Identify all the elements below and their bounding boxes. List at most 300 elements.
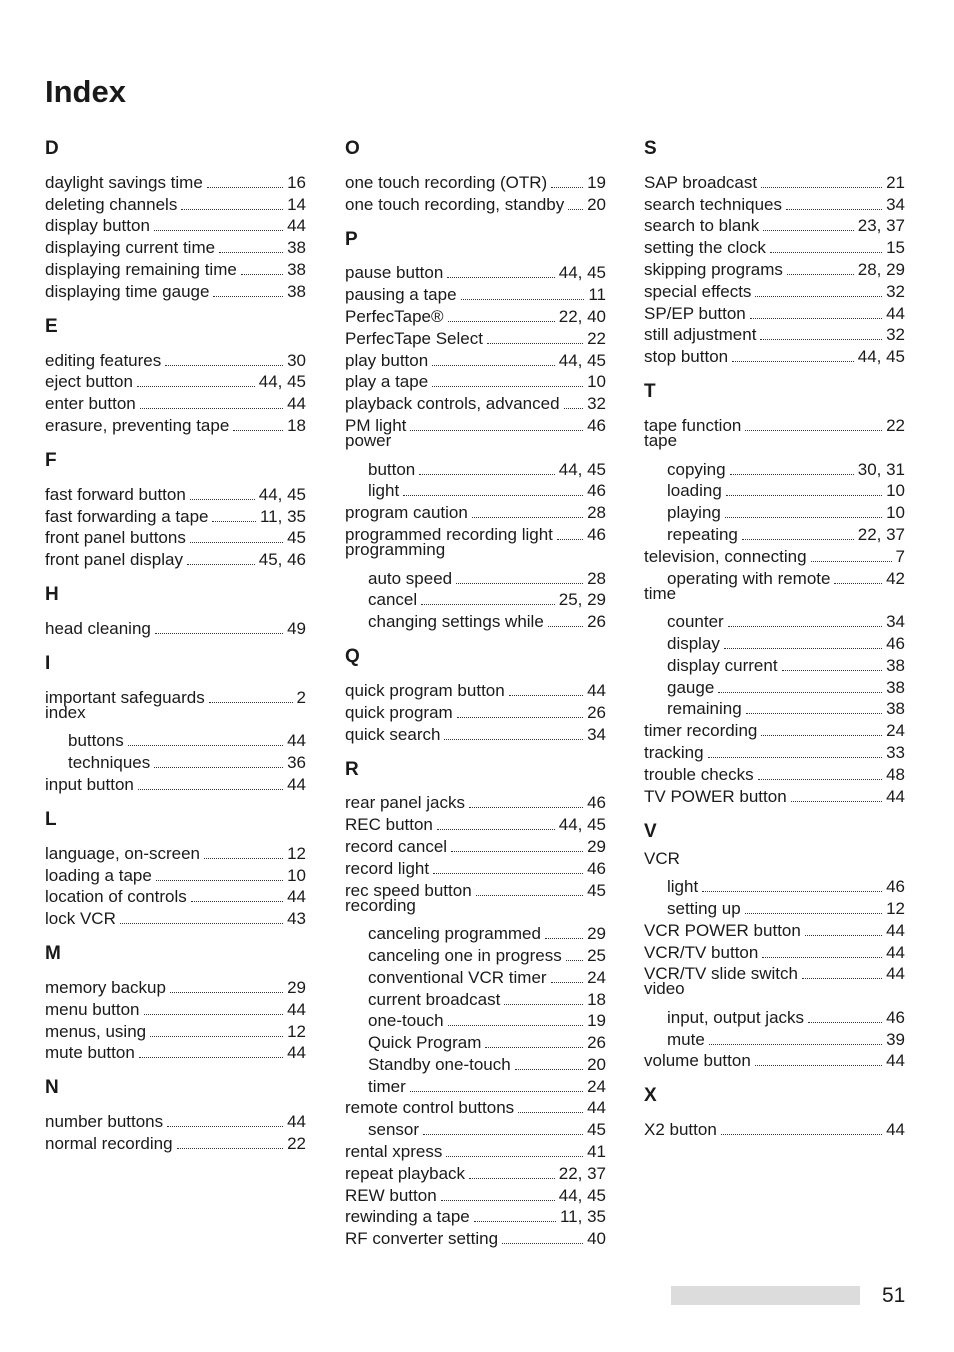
dot-leader bbox=[763, 209, 853, 232]
dot-leader bbox=[421, 583, 555, 606]
entry-pages: 19 bbox=[587, 1011, 606, 1031]
entry-pages: 44 bbox=[287, 999, 306, 1019]
entry-term: daylight savings time bbox=[45, 172, 203, 192]
entry-pages: 39 bbox=[886, 1029, 905, 1049]
dot-leader bbox=[474, 1200, 556, 1223]
entry-pages: 25, 29 bbox=[558, 590, 606, 610]
dot-leader bbox=[808, 1000, 882, 1023]
dot-leader bbox=[437, 807, 555, 830]
index-subentry bbox=[644, 869, 905, 897]
entry-pages: 32 bbox=[587, 394, 606, 414]
entry-pages: 28, 29 bbox=[857, 259, 905, 279]
entry-pages: 28 bbox=[587, 503, 606, 523]
dot-leader bbox=[509, 673, 583, 696]
dot-leader bbox=[170, 970, 283, 993]
entry-term: power bbox=[345, 430, 392, 450]
entry-term: display bbox=[667, 633, 720, 653]
entry-term: important safeguards bbox=[45, 687, 205, 707]
index-column-2 bbox=[345, 138, 606, 1263]
entry-term: playback controls, advanced bbox=[345, 394, 560, 414]
section-letter: L bbox=[45, 808, 57, 830]
dot-leader bbox=[770, 230, 882, 253]
entry-pages: 38 bbox=[886, 655, 905, 675]
index-entry bbox=[45, 1104, 306, 1132]
index-section bbox=[644, 1085, 905, 1140]
entry-term: eject button bbox=[45, 372, 133, 392]
entry-term: front panel display bbox=[45, 550, 183, 570]
index-entry bbox=[345, 256, 606, 283]
entry-term: Standby one-touch bbox=[368, 1054, 511, 1074]
entry-term: location of controls bbox=[45, 887, 187, 907]
dot-leader bbox=[140, 386, 283, 409]
dot-leader bbox=[811, 539, 892, 562]
entry-term: PerfecTape Select bbox=[345, 328, 483, 348]
index-section bbox=[644, 138, 905, 367]
entry-pages: 20 bbox=[587, 194, 606, 214]
index-entry bbox=[45, 165, 306, 192]
index-entry bbox=[45, 477, 306, 504]
dot-leader bbox=[209, 680, 293, 703]
entry-pages: 21 bbox=[886, 172, 905, 192]
entry-pages: 44 bbox=[886, 964, 905, 984]
entry-term: canceling one in progress bbox=[368, 945, 562, 965]
dot-leader bbox=[432, 365, 583, 388]
entry-term: remaining bbox=[667, 699, 742, 719]
entry-term: gauge bbox=[667, 677, 715, 697]
entry-pages: 46 bbox=[886, 1007, 905, 1027]
section-letter: M bbox=[45, 943, 61, 965]
entry-term: timer recording bbox=[644, 721, 758, 741]
entry-pages: 18 bbox=[587, 989, 606, 1009]
entry-pages: 22 bbox=[287, 1133, 306, 1153]
entry-term: tape bbox=[644, 430, 678, 450]
dot-leader bbox=[502, 1221, 583, 1244]
dot-leader bbox=[802, 957, 882, 980]
dot-leader bbox=[742, 517, 854, 540]
dot-leader bbox=[419, 452, 554, 475]
entry-pages: 32 bbox=[886, 325, 905, 345]
entry-pages: 11 bbox=[588, 285, 606, 305]
entry-term: VCR/TV slide switch bbox=[644, 964, 798, 984]
dot-leader bbox=[566, 938, 583, 961]
index-section bbox=[45, 1077, 306, 1153]
entry-pages: 10 bbox=[886, 481, 905, 501]
section-letter: F bbox=[45, 449, 57, 471]
entry-term: timer bbox=[368, 1076, 406, 1096]
entry-term: rear panel jacks bbox=[345, 793, 466, 813]
entry-term: loading a tape bbox=[45, 865, 152, 885]
index-entry bbox=[644, 848, 905, 870]
dot-leader bbox=[190, 521, 283, 544]
entry-pages: 10 bbox=[886, 503, 905, 523]
entry-term: stop button bbox=[644, 347, 729, 367]
entry-pages: 42 bbox=[886, 568, 905, 588]
index-section bbox=[45, 138, 306, 301]
entry-term: front panel buttons bbox=[45, 528, 186, 548]
section-letter: H bbox=[45, 584, 59, 606]
entry-pages: 41 bbox=[587, 1142, 606, 1162]
entry-pages: 24 bbox=[587, 967, 606, 987]
index-section bbox=[45, 808, 306, 929]
entry-term: VCR POWER button bbox=[644, 920, 801, 940]
dot-leader bbox=[762, 935, 882, 958]
entry-pages: 24 bbox=[587, 1076, 606, 1096]
entry-term: mute button bbox=[45, 1043, 135, 1063]
entry-term: input button bbox=[45, 774, 134, 794]
dot-leader bbox=[782, 648, 883, 671]
entry-term: skipping programs bbox=[644, 259, 783, 279]
entry-term: tape function bbox=[644, 415, 742, 435]
entry-term: memory backup bbox=[45, 977, 166, 997]
entry-term: play button bbox=[345, 350, 429, 370]
entry-term: setting the clock bbox=[644, 238, 766, 258]
entry-pages: 34 bbox=[886, 612, 905, 632]
section-letter: O bbox=[345, 138, 360, 159]
dot-leader bbox=[487, 321, 583, 344]
entry-pages: 22, 40 bbox=[558, 306, 606, 326]
entry-pages: 14 bbox=[287, 194, 306, 214]
dot-leader bbox=[755, 1044, 882, 1067]
dot-leader bbox=[155, 611, 283, 634]
entry-pages: 44 bbox=[287, 1043, 306, 1063]
entry-term: number buttons bbox=[45, 1112, 164, 1132]
entry-pages: 23, 37 bbox=[857, 216, 905, 236]
dot-leader bbox=[557, 517, 583, 540]
index-entry bbox=[45, 680, 306, 707]
entry-pages: 45 bbox=[587, 1120, 606, 1140]
index-entry bbox=[345, 673, 606, 700]
footer-bar bbox=[671, 1286, 860, 1305]
entry-term: normal recording bbox=[45, 1133, 173, 1153]
entry-term: search techniques bbox=[644, 194, 782, 214]
dot-leader bbox=[551, 165, 583, 188]
dot-leader bbox=[791, 779, 882, 802]
dot-leader bbox=[568, 187, 583, 210]
dot-leader bbox=[702, 869, 882, 892]
entry-term: displaying remaining time bbox=[45, 259, 237, 279]
entry-pages: 44, 45 bbox=[558, 350, 606, 370]
index-entry bbox=[345, 895, 606, 917]
dot-leader bbox=[834, 561, 882, 584]
entry-term: quick program bbox=[345, 702, 453, 722]
dot-leader bbox=[518, 1091, 583, 1114]
dot-leader bbox=[128, 724, 283, 747]
entry-term: editing features bbox=[45, 350, 162, 370]
dot-leader bbox=[448, 299, 555, 322]
entry-term: lock VCR bbox=[45, 909, 116, 929]
dot-leader bbox=[403, 474, 583, 497]
entry-pages: 44 bbox=[287, 731, 306, 751]
entry-term: search to blank bbox=[644, 216, 760, 236]
entry-term: display button bbox=[45, 216, 150, 236]
dot-leader bbox=[805, 913, 882, 936]
dot-leader bbox=[745, 891, 882, 914]
entry-term: pausing a tape bbox=[345, 285, 457, 305]
index-subentry bbox=[644, 1000, 905, 1027]
dot-leader bbox=[137, 365, 255, 388]
entry-term: record cancel bbox=[345, 836, 448, 856]
entry-term: techniques bbox=[68, 753, 151, 773]
entry-term: enter button bbox=[45, 394, 136, 414]
entry-pages: 44 bbox=[886, 1120, 905, 1140]
dot-leader bbox=[447, 256, 554, 279]
index-entry bbox=[45, 836, 306, 863]
entry-term: quick program button bbox=[345, 680, 505, 700]
entry-pages: 44, 45 bbox=[558, 263, 606, 283]
entry-term: X2 button bbox=[644, 1120, 717, 1140]
entry-pages: 36 bbox=[287, 753, 306, 773]
entry-term: one-touch bbox=[368, 1011, 444, 1031]
entry-pages: 44, 45 bbox=[258, 372, 306, 392]
entry-pages: 38 bbox=[287, 281, 306, 301]
entry-term: displaying time gauge bbox=[45, 281, 210, 301]
entry-pages: 12 bbox=[287, 1021, 306, 1041]
index-section bbox=[345, 228, 606, 632]
entry-pages: 44 bbox=[287, 216, 306, 236]
index-section bbox=[345, 138, 606, 214]
dot-leader bbox=[190, 477, 255, 500]
entry-pages: 45 bbox=[287, 528, 306, 548]
entry-pages: 44 bbox=[287, 887, 306, 907]
entry-pages: 34 bbox=[587, 724, 606, 744]
index-entry bbox=[45, 611, 306, 638]
entry-pages: 44 bbox=[287, 1112, 306, 1132]
entry-pages: 38 bbox=[287, 238, 306, 258]
entry-pages: 44 bbox=[587, 1098, 606, 1118]
entry-term: language, on-screen bbox=[45, 843, 201, 863]
entry-term: loading bbox=[667, 481, 722, 501]
index-column-1 bbox=[45, 138, 306, 1168]
entry-pages: 44 bbox=[886, 786, 905, 806]
entry-pages: 33 bbox=[886, 742, 905, 762]
dot-leader bbox=[728, 604, 882, 627]
index-section bbox=[45, 449, 306, 570]
entry-pages: 38 bbox=[886, 677, 905, 697]
index-subentry bbox=[644, 452, 905, 479]
dot-leader bbox=[485, 1025, 583, 1048]
entry-pages: 29 bbox=[587, 924, 606, 944]
entry-term: still adjustment bbox=[644, 325, 757, 345]
entry-pages: 44 bbox=[886, 303, 905, 323]
entry-pages: 44 bbox=[287, 394, 306, 414]
entry-pages: 24 bbox=[886, 721, 905, 741]
entry-term: REW button bbox=[345, 1185, 437, 1205]
section-letter: T bbox=[644, 381, 656, 403]
entry-pages: 34 bbox=[886, 194, 905, 214]
dot-leader bbox=[457, 695, 583, 718]
entry-term: conventional VCR timer bbox=[368, 967, 547, 987]
index-subentry bbox=[45, 724, 306, 751]
entry-term: programmed recording light bbox=[345, 524, 553, 544]
entry-term: remote control buttons bbox=[345, 1098, 515, 1118]
entry-term: Quick Program bbox=[368, 1033, 482, 1053]
dot-leader bbox=[432, 343, 555, 366]
index-entry bbox=[644, 1112, 905, 1140]
dot-leader bbox=[213, 274, 283, 297]
entry-term: time bbox=[644, 583, 677, 603]
entry-term: one touch recording (OTR) bbox=[345, 172, 548, 192]
dot-leader bbox=[165, 343, 283, 366]
dot-leader bbox=[721, 1112, 882, 1135]
index-entry bbox=[644, 165, 905, 192]
index-entry bbox=[644, 408, 905, 435]
dot-leader bbox=[545, 916, 583, 939]
entry-term: display current bbox=[667, 655, 778, 675]
entry-pages: 44 bbox=[886, 920, 905, 940]
entry-pages: 46 bbox=[886, 877, 905, 897]
entry-pages: 20 bbox=[587, 1054, 606, 1074]
entry-term: TV POWER button bbox=[644, 786, 787, 806]
section-letter: X bbox=[644, 1085, 657, 1107]
entry-term: counter bbox=[667, 612, 724, 632]
dot-leader bbox=[725, 495, 882, 518]
entry-pages: 46 bbox=[587, 415, 606, 435]
entry-term: buttons bbox=[68, 731, 124, 751]
dot-leader bbox=[472, 495, 583, 518]
dot-leader bbox=[177, 1126, 284, 1149]
page-number: 51 bbox=[882, 1284, 906, 1307]
index-section bbox=[45, 652, 306, 794]
dot-leader bbox=[476, 873, 583, 896]
entry-pages: 38 bbox=[886, 699, 905, 719]
entry-pages: 22 bbox=[886, 415, 905, 435]
dot-leader bbox=[154, 209, 283, 232]
entry-pages: 30, 31 bbox=[857, 459, 905, 479]
dot-leader bbox=[433, 851, 583, 874]
entry-term: VCR bbox=[644, 848, 680, 868]
dot-leader bbox=[456, 561, 583, 584]
entry-pages: 32 bbox=[886, 281, 905, 301]
index-entry bbox=[345, 165, 606, 192]
entry-term: operating with remote bbox=[667, 568, 831, 588]
entry-term: index bbox=[45, 702, 86, 722]
entry-pages: 46 bbox=[587, 524, 606, 544]
dot-leader bbox=[207, 165, 283, 188]
entry-term: menu button bbox=[45, 999, 140, 1019]
entry-pages: 11, 35 bbox=[259, 506, 306, 526]
index-section bbox=[345, 646, 606, 744]
entry-pages: 22, 37 bbox=[558, 1163, 606, 1183]
dot-leader bbox=[144, 992, 284, 1015]
entry-pages: 26 bbox=[587, 1033, 606, 1053]
entry-term: light bbox=[368, 481, 400, 501]
entry-pages: 46 bbox=[587, 481, 606, 501]
entry-term: canceling programmed bbox=[368, 924, 541, 944]
entry-term: sensor bbox=[368, 1120, 420, 1140]
entry-term: quick search bbox=[345, 724, 441, 744]
dot-leader bbox=[441, 1178, 555, 1201]
entry-pages: 19 bbox=[587, 172, 606, 192]
dot-leader bbox=[423, 1112, 583, 1135]
entry-term: programming bbox=[345, 539, 446, 559]
entry-pages: 48 bbox=[886, 764, 905, 784]
entry-pages: 26 bbox=[587, 702, 606, 722]
entry-term: PM light bbox=[345, 415, 407, 435]
entry-term: VCR/TV button bbox=[644, 942, 759, 962]
entry-pages: 29 bbox=[587, 836, 606, 856]
dot-leader bbox=[761, 165, 882, 188]
index-section bbox=[644, 820, 905, 1071]
dot-leader bbox=[120, 901, 283, 924]
index-column-3 bbox=[644, 138, 905, 1154]
dot-leader bbox=[212, 499, 256, 522]
entry-term: displaying current time bbox=[45, 238, 216, 258]
dot-leader bbox=[241, 252, 283, 275]
dot-leader bbox=[548, 604, 583, 627]
dot-leader bbox=[551, 960, 584, 983]
entry-pages: 28 bbox=[587, 568, 606, 588]
entry-term: repeating bbox=[667, 524, 738, 544]
entry-pages: 44, 45 bbox=[558, 1185, 606, 1205]
dot-leader bbox=[150, 1014, 283, 1037]
dot-leader bbox=[786, 187, 882, 210]
entry-term: input, output jacks bbox=[667, 1007, 805, 1027]
entry-term: recording bbox=[345, 895, 416, 915]
entry-pages: 44 bbox=[287, 774, 306, 794]
dot-leader bbox=[709, 1022, 882, 1045]
entry-term: menus, using bbox=[45, 1021, 147, 1041]
dot-leader bbox=[191, 880, 283, 903]
entry-pages: 22, 37 bbox=[857, 524, 905, 544]
entry-term: auto speed bbox=[368, 568, 453, 588]
index-section bbox=[644, 381, 905, 806]
entry-term: SP/EP button bbox=[644, 303, 746, 323]
entry-term: rental xpress bbox=[345, 1142, 443, 1162]
entry-term: volume button bbox=[644, 1051, 751, 1071]
dot-leader bbox=[745, 408, 882, 431]
index-subentry bbox=[345, 561, 606, 588]
entry-term: cancel bbox=[368, 590, 418, 610]
entry-term: erasure, preventing tape bbox=[45, 415, 230, 435]
entry-pages: 26 bbox=[587, 612, 606, 632]
entry-pages: 44, 45 bbox=[857, 347, 905, 367]
entry-pages: 38 bbox=[287, 259, 306, 279]
entry-pages: 40 bbox=[587, 1229, 606, 1249]
index-section bbox=[45, 943, 306, 1063]
entry-pages: 43 bbox=[287, 909, 306, 929]
entry-term: rewinding a tape bbox=[345, 1207, 470, 1227]
entry-term: one touch recording, standby bbox=[345, 194, 565, 214]
entry-pages: 46 bbox=[587, 858, 606, 878]
entry-pages: 45 bbox=[587, 880, 606, 900]
entry-term: REC button bbox=[345, 815, 433, 835]
index-subentry bbox=[644, 604, 905, 632]
section-letter: E bbox=[45, 315, 58, 337]
entry-pages: 44 bbox=[587, 680, 606, 700]
entry-term: setting up bbox=[667, 898, 741, 918]
entry-term: television, connecting bbox=[644, 546, 807, 566]
dot-leader bbox=[724, 626, 882, 649]
entry-term: head cleaning bbox=[45, 618, 151, 638]
entry-pages: 44, 45 bbox=[558, 815, 606, 835]
dot-leader bbox=[138, 767, 283, 790]
entry-pages: 44 bbox=[886, 942, 905, 962]
entry-term: button bbox=[368, 459, 416, 479]
entry-pages: 44 bbox=[886, 1051, 905, 1071]
dot-leader bbox=[204, 836, 283, 859]
dot-leader bbox=[760, 318, 882, 341]
entry-term: PerfecTape® bbox=[345, 306, 444, 326]
entry-pages: 18 bbox=[287, 415, 306, 435]
entry-term: record light bbox=[345, 858, 430, 878]
dot-leader bbox=[410, 1069, 583, 1092]
entry-term: repeat playback bbox=[345, 1163, 466, 1183]
entry-term: current broadcast bbox=[368, 989, 501, 1009]
entry-pages: 12 bbox=[287, 843, 306, 863]
dot-leader bbox=[718, 670, 882, 693]
dot-leader bbox=[451, 829, 583, 852]
dot-leader bbox=[746, 692, 882, 715]
